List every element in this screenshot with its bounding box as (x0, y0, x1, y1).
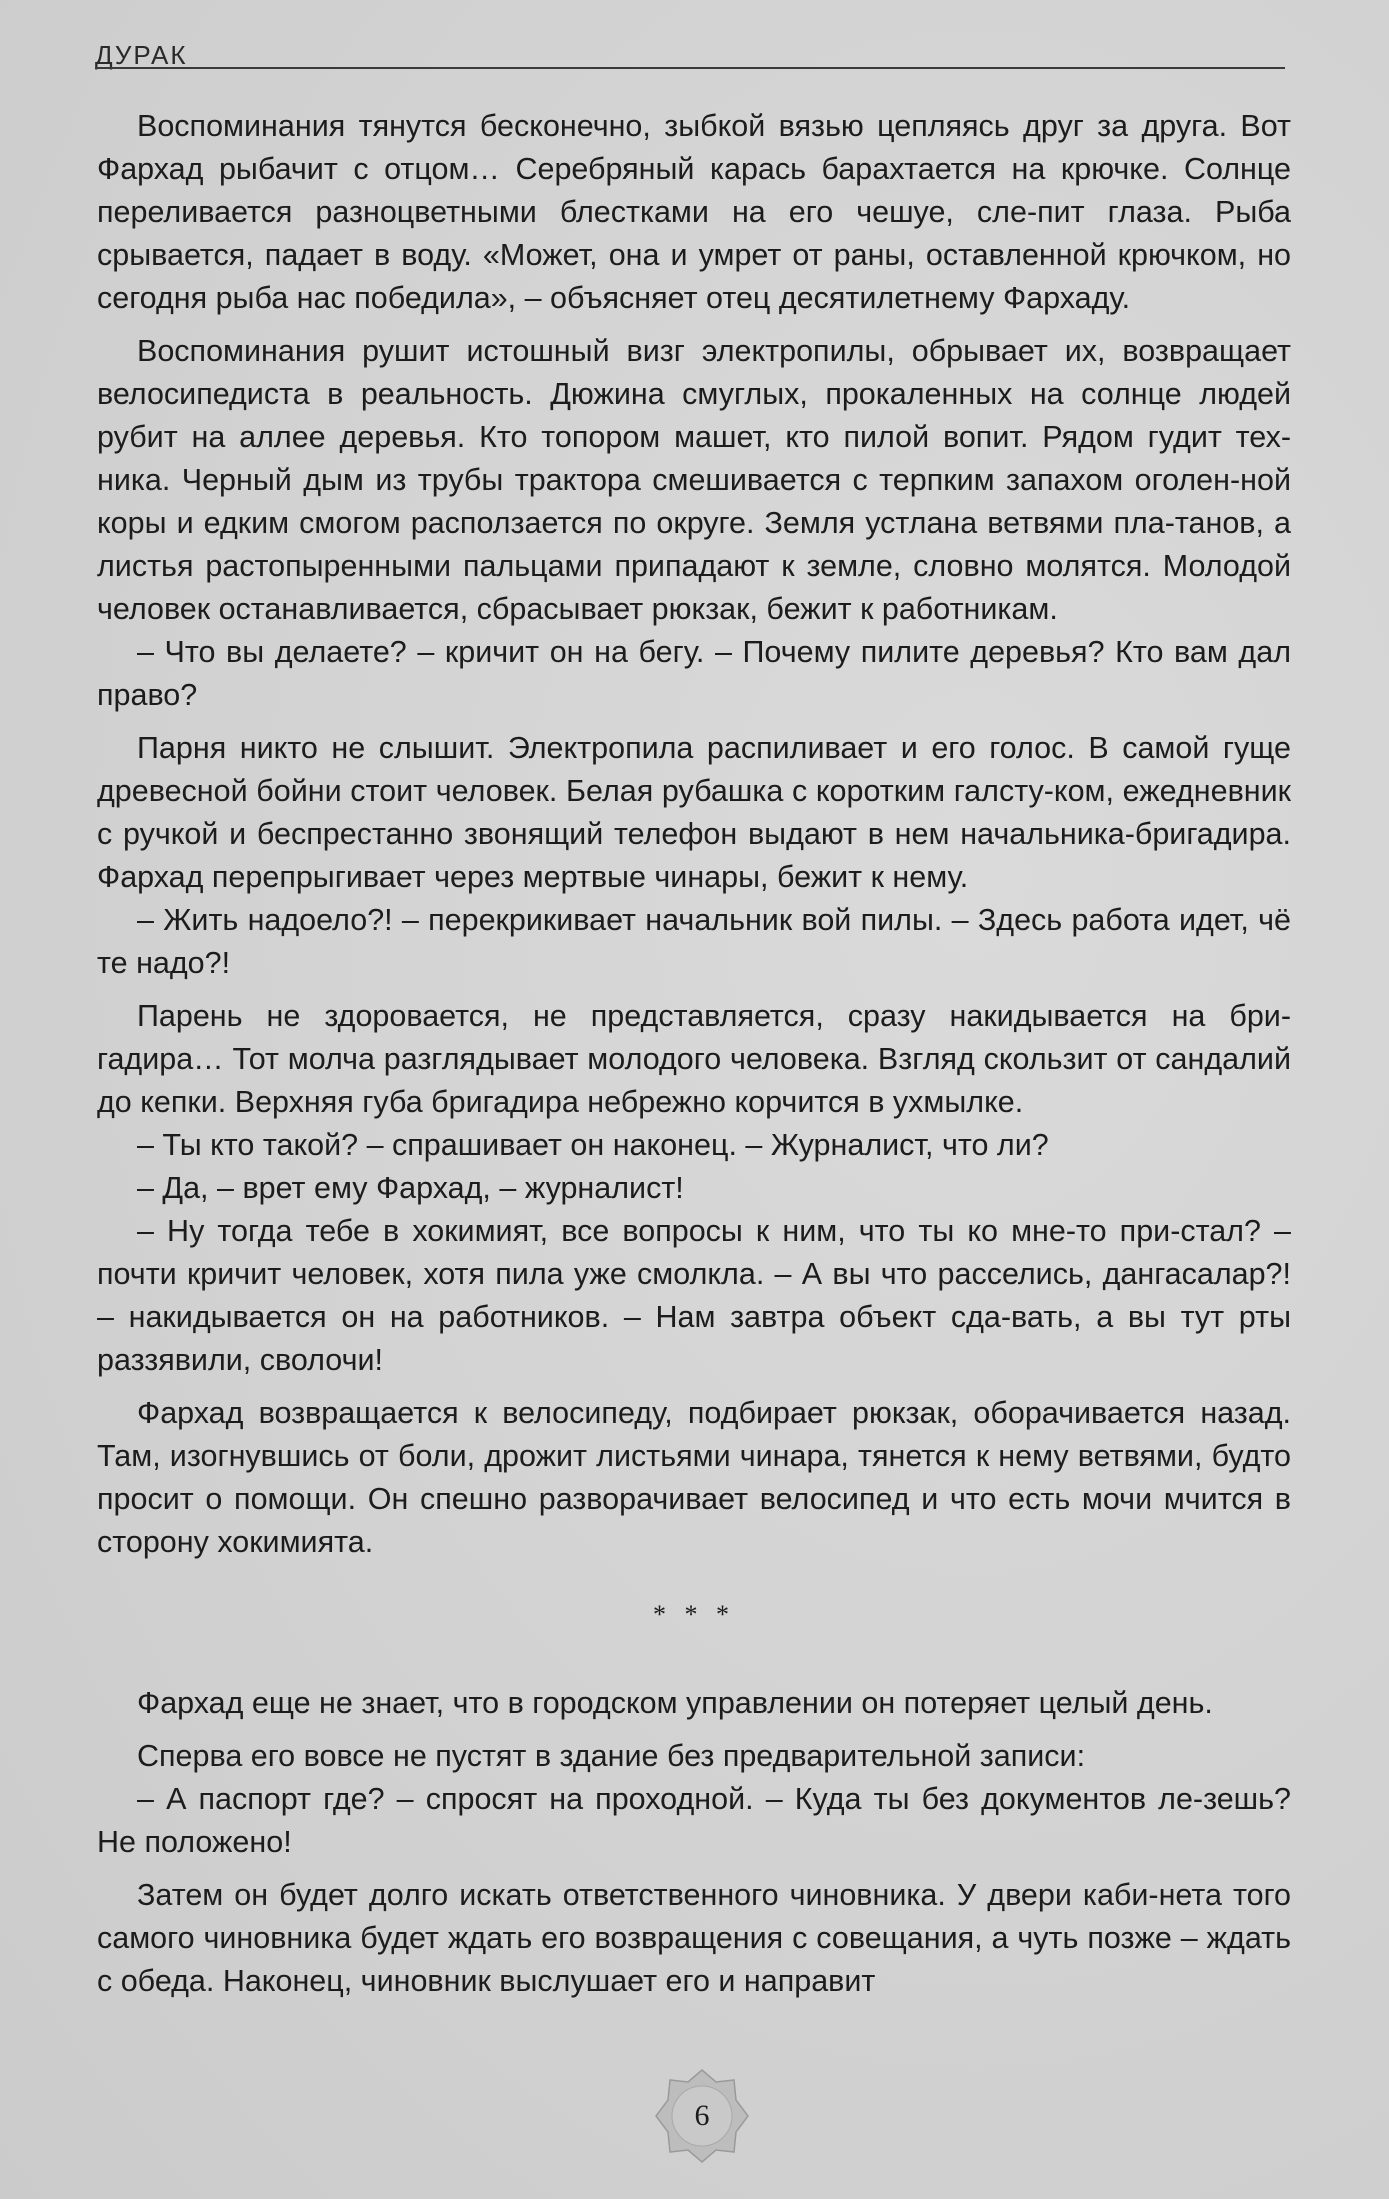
dialogue-line: – Что вы делаете? – кричит он на бегу. – Почему пилите деревья? Кто вам дал право? (97, 635, 1291, 712)
section-separator: * * * (653, 1600, 735, 1629)
paragraph: Парня никто не слышит. Электропила распиливает и его голос. В самой гуще древесной бойни стоит человек. Белая рубашка с коротким галсту-ком, ежедневник с ручкой и беспрестанно звонящий телефон выдают в нем начальника-бригадира. Фархад перепрыгивает через мертвые чинары, бежит к нему. (97, 731, 1291, 894)
paragraph: Парень не здоровается, не представляется, сразу накидывается на бри-гадира… Тот молча разглядывает молодого человека. Взгляд скользит от сандалий до кепки. Верхняя губа бригадира небрежно корчится в ухмылке. (97, 999, 1291, 1119)
page-number-badge (654, 2068, 750, 2164)
paragraph: Фархад возвращается к велосипеду, подбирает рюкзак, оборачивается назад. Там, изогнувшись от боли, дрожит листьями чинара, тянется к нему ветвями, будто просит о помощи. Он спешно разворачивает велосипед и что есть мочи мчится в сторону хокимията. (97, 1396, 1291, 1559)
paragraph: Воспоминания тянутся бесконечно, зыбкой вязью цепляясь друг за друга. Вот Фархад рыбачит с отцом… Серебряный карась барахтается на крючке. Солнце переливается разноцветными блестками на его чешуе, сле-пит глаза. Рыба срывается, падает в воду. «Может, она и умрет от раны, оставленной крючком, но сегодня рыба нас победила», – объясняет отец десятилетнему Фархаду. (97, 109, 1291, 315)
dialogue-line: – А паспорт где? – спросят на проходной. – Куда ты без документов ле-зешь? Не положено! (97, 1782, 1291, 1859)
paragraph: Воспоминания рушит истошный визг электропилы, обрывает их, возвращает велосипедиста в реальность. Дюжина смуглых, прокаленных на солнце людей рубит на аллее деревья. Кто топором машет, кто пилой вопит. Рядом гудит тех-ника. Черный дым из трубы трактора смешивается с терпким запахом оголен-ной коры и едким смогом расползается по округе. Земля устлана ветвями пла-танов, а листья растопыренными пальцами припадают к земле, словно молятся. Молодой человек останавливается, сбрасывает рюкзак, бежит к работникам. (97, 334, 1291, 626)
dialogue-line: – Ну тогда тебе в хокимият, все вопросы к ним, что ты ко мне-то при-стал? – почти кричит человек, хотя пила уже смолкла. – А вы что расселись, дангасалар?! – накидывается он на работников. – Нам завтра объект сда-вать, а вы тут рты раззявили, сволочи! (97, 1214, 1291, 1377)
paragraph: Сперва его вовсе не пустят в здание без предварительной записи: (137, 1739, 1086, 1773)
dialogue-line: – Ты кто такой? – спрашивает он наконец. – Журналист, что ли? (137, 1128, 1049, 1162)
paragraph: Фархад еще не знает, что в городском управлении он потеряет целый день. (137, 1686, 1213, 1720)
page-number: 6 (694, 2099, 710, 2132)
header-rule (95, 67, 1285, 69)
dialogue-line: – Да, – врет ему Фархад, – журналист! (137, 1171, 684, 1205)
paragraph: Затем он будет долго искать ответственного чиновника. У двери каби-нета того самого чиновника будет ждать его возвращения с совещания, а чуть позже – ждать с обеда. Наконец, чиновник выслушает его и направит (97, 1878, 1291, 1998)
body-text (97, 105, 1291, 2003)
dialogue-line: – Жить надоело?! – перекрикивает начальник вой пилы. – Здесь работа идет, чё те надо?! (97, 903, 1291, 980)
running-title: ДУРАК (95, 40, 188, 70)
